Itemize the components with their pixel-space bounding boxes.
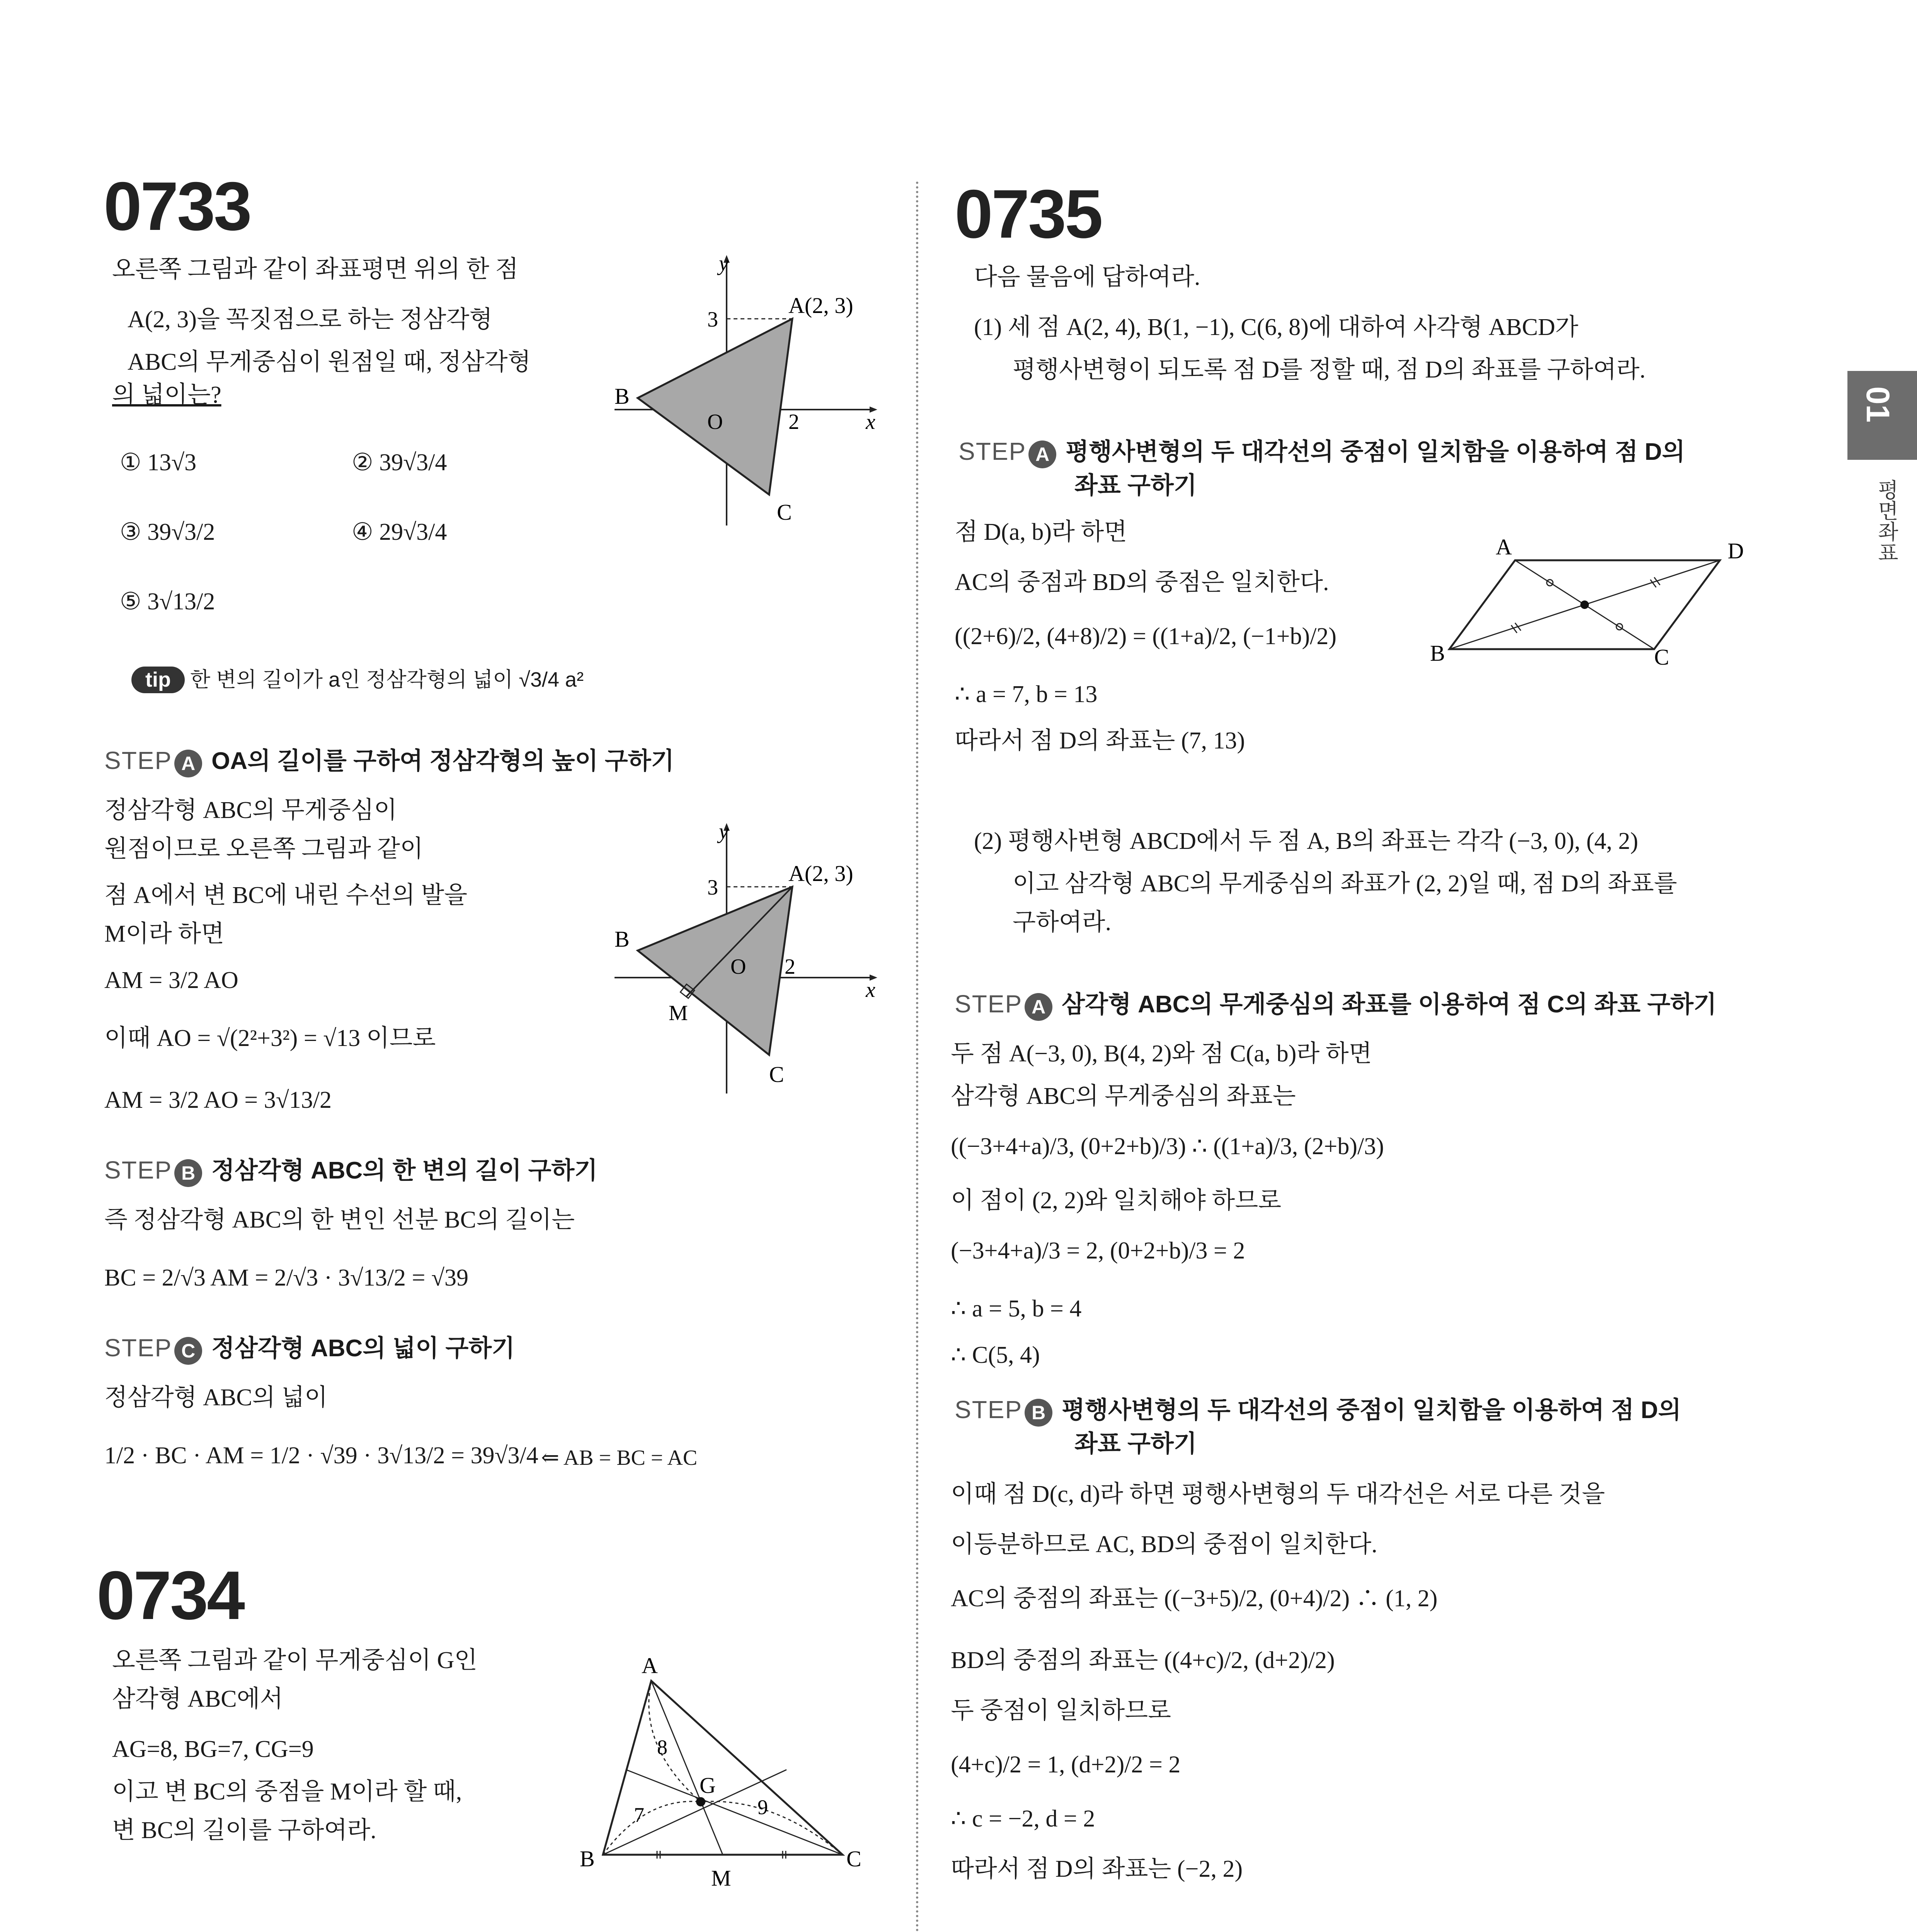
chapter-number: 01 <box>1860 386 1896 423</box>
p735-s2-step-b-title: STEP B 평행사변형의 두 대각선의 중점이 일치함을 이용하여 점 D의 <box>955 1395 1681 1427</box>
p735-s2-step-b-title-2: 좌표 구하기 <box>1074 1430 1197 1457</box>
problem-number-0734: 0734 <box>97 1557 243 1634</box>
fig3-point-a: A <box>642 1653 658 1678</box>
fig3-point-m: M <box>711 1866 731 1891</box>
p733-stepA-line5: AM = 3/2 AO <box>104 967 238 993</box>
p735-s2A-line1: 두 점 A(−3, 0), B(4, 2)와 점 C(a, b)라 하면 <box>951 1041 1372 1067</box>
chapter-title: 평면좌표 <box>1875 479 1898 563</box>
fig2-point-c: C <box>769 1062 784 1087</box>
fig5-point-b: B <box>1430 641 1445 666</box>
chapter-tab <box>1847 371 1917 460</box>
fig1-point-a: A(2, 3) <box>788 293 853 318</box>
p734-question-line4: 이고 변 BC의 중점을 M이라 할 때, <box>112 1779 462 1805</box>
p733-stepC-note: ⇐ AB = BC = AC <box>541 1446 698 1470</box>
p733-stepB-line1: 즉 정삼각형 ABC의 한 변인 선분 BC의 길이는 <box>104 1207 575 1233</box>
p735-s1-step-a-title: STEP A 평행사변형의 두 대각선의 중점이 일치함을 이용하여 점 D의 <box>958 437 1685 468</box>
p735-s2B-line2: 이등분하므로 AC, BD의 중점이 일치한다. <box>951 1531 1377 1558</box>
p735-q2-line3: 구하여라. <box>1013 909 1112 935</box>
fig1-tick-2: 2 <box>788 410 799 434</box>
fig3-point-c: C <box>846 1846 861 1871</box>
p733-choice-5[interactable]: ⑤ 3√13/2 <box>120 588 215 615</box>
p735-q2-line2: 이고 삼각형 ABC의 무게중심의 좌표가 (2, 2)일 때, 점 D의 좌표를 <box>1013 871 1677 897</box>
p735-q1-line1: (1) 세 점 A(2, 4), B(1, −1), C(6, 8)에 대하여 사각형 ABCD가 <box>974 314 1578 340</box>
p733-stepC-line1: 정삼각형 ABC의 넓이 <box>104 1384 328 1411</box>
p735-s2B-line8: 따라서 점 D의 좌표는 (−2, 2) <box>951 1856 1243 1882</box>
p733-question-line1: 오른쪽 그림과 같이 좌표평면 위의 한 점 <box>112 256 519 282</box>
p735-s1A-line3: ((2+6)/2, (4+8)/2) = ((1+a)/2, (−1+b)/2) <box>955 623 1336 650</box>
fig3-len-9: 9 <box>758 1796 768 1819</box>
tip-text: 한 변의 길이가 a인 정삼각형의 넓이 √3/4 a² <box>190 668 584 691</box>
p733-step-b-title: STEP B 정삼각형 ABC의 한 변의 길이 구하기 <box>104 1155 598 1187</box>
p735-s1A-line1: 점 D(a, b)라 하면 <box>955 519 1127 545</box>
p733-question-line4: 의 넓이는? <box>112 382 221 408</box>
p733-choice-4[interactable]: ④ 29√3/4 <box>352 519 447 545</box>
fig2-origin: O <box>730 955 746 979</box>
p735-s2A-line6: ∴ a = 5, b = 4 <box>951 1296 1082 1322</box>
p733-stepA-line6: 이때 AO = √(2²+3²) = √13 이므로 <box>104 1025 436 1051</box>
p733-question-line2: A(2, 3)을 꼭짓점으로 하는 정삼각형 <box>128 306 493 333</box>
fig2-point-m: M <box>669 1001 688 1025</box>
fig2-point-b: B <box>615 927 630 952</box>
p735-s2B-line1: 이때 점 D(c, d)라 하면 평행사변형의 두 대각선은 서로 다른 것을 <box>951 1481 1605 1507</box>
p733-choice-3[interactable]: ③ 39√3/2 <box>120 519 215 545</box>
problem-number-0735: 0735 <box>955 175 1102 252</box>
fig1-origin: O <box>707 410 723 434</box>
p735-s2B-line3: AC의 중점의 좌표는 ((−3+5)/2, (0+4)/2) ∴ (1, 2) <box>951 1585 1438 1612</box>
p733-choice-1[interactable]: ① 13√3 <box>120 449 197 476</box>
p733-stepA-line7: AM = 3/2 AO = 3√13/2 <box>104 1087 332 1113</box>
fig5-point-c: C <box>1654 645 1669 670</box>
p733-tip <box>131 667 584 693</box>
p735-s2B-line5: 두 중점이 일치하므로 <box>951 1697 1171 1724</box>
fig3-len-8: 8 <box>657 1736 667 1759</box>
fig1-point-b: B <box>615 384 630 409</box>
p735-q1-line2: 평행사변형이 되도록 점 D를 정할 때, 점 D의 좌표를 구하여라. <box>1013 357 1646 383</box>
p733-figure-triangle <box>603 247 881 526</box>
problem-number-0733: 0733 <box>104 168 250 245</box>
p735-s2A-line3: ((−3+4+a)/3, (0+2+b)/3) ∴ ((1+a)/3, (2+b)/3) <box>951 1133 1384 1160</box>
fig5-point-a: A <box>1496 534 1512 560</box>
fig1-point-c: C <box>777 500 792 525</box>
fig2-y-label: y <box>719 820 729 844</box>
p733-stepA-line3: 점 A에서 변 BC에 내린 수선의 발을 <box>104 882 468 908</box>
fig2-tick-3: 3 <box>707 876 718 900</box>
p735-s2A-line5: (−3+4+a)/3 = 2, (0+2+b)/3 = 2 <box>951 1238 1245 1264</box>
fig5-point-d: D <box>1728 538 1744 563</box>
p735-s2A-line7: ∴ C(5, 4) <box>951 1342 1040 1368</box>
p735-figure-parallelogram <box>1422 533 1751 680</box>
p733-choice-2[interactable]: ② 39√3/4 <box>352 449 447 476</box>
p734-question-line3: AG=8, BG=7, CG=9 <box>112 1736 314 1762</box>
tip-badge: tip <box>131 667 185 693</box>
fig1-tick-3: 3 <box>707 308 718 332</box>
p733-stepC-line2: 1/2 · BC · AM = 1/2 · √39 · 3√13/2 = 39√3/4 <box>104 1442 538 1469</box>
p733-question-line3: ABC의 무게중심이 원점일 때, 정삼각형 <box>128 349 531 375</box>
p735-s2B-line7: ∴ c = −2, d = 2 <box>951 1806 1095 1832</box>
fig2-tick-2: 2 <box>785 955 795 979</box>
fig3-point-b: B <box>580 1846 595 1871</box>
fig1-y-label: y <box>719 252 729 276</box>
fig3-point-g: G <box>700 1773 716 1798</box>
p735-s2-step-a-title: STEP A 삼각형 ABC의 무게중심의 좌표를 이용하여 점 C의 좌표 구하기 <box>955 989 1717 1021</box>
p735-q2-line1: (2) 평행사변형 ABCD에서 두 점 A, B의 좌표는 각각 (−3, 0), (4, 2) <box>974 828 1638 854</box>
fig3-len-7: 7 <box>634 1803 644 1827</box>
p734-question-line2: 삼각형 ABC에서 <box>112 1686 283 1712</box>
p733-stepA-line2: 원점이므로 오른쪽 그림과 같이 <box>104 836 424 862</box>
p733-figure-triangle-altitude <box>603 815 881 1094</box>
p733-stepA-line4: M이라 하면 <box>104 921 225 947</box>
p733-step-a-title: STEP A OA의 길이를 구하여 정삼각형의 높이 구하기 <box>104 746 674 777</box>
p735-s2B-line6: (4+c)/2 = 1, (d+2)/2 = 2 <box>951 1752 1181 1778</box>
p733-stepB-line2: BC = 2/√3 AM = 2/√3 · 3√13/2 = √39 <box>104 1265 469 1291</box>
p735-s1A-line2: AC의 중점과 BD의 중점은 일치한다. <box>955 569 1329 595</box>
p733-stepA-line1: 정삼각형 ABC의 무게중심이 <box>104 797 397 823</box>
fig2-point-a: A(2, 3) <box>788 861 853 886</box>
column-divider <box>916 182 918 1932</box>
p735-intro: 다음 물음에 답하여라. <box>974 264 1200 290</box>
p735-s2A-line4: 이 점이 (2, 2)와 일치해야 하므로 <box>951 1187 1282 1214</box>
p735-s2A-line2: 삼각형 ABC의 무게중심의 좌표는 <box>951 1083 1296 1109</box>
p734-question-line1: 오른쪽 그림과 같이 무게중심이 G인 <box>112 1647 478 1673</box>
p735-s1A-line4: ∴ a = 7, b = 13 <box>955 681 1098 707</box>
p735-s1A-line5: 따라서 점 D의 좌표는 (7, 13) <box>955 728 1245 754</box>
fig1-x-label: x <box>866 410 875 434</box>
p734-figure-centroid <box>572 1650 881 1897</box>
p733-step-c-title: STEP C 정삼각형 ABC의 넓이 구하기 <box>104 1333 515 1365</box>
p734-question-line5: 변 BC의 길이를 구하여라. <box>112 1817 376 1844</box>
p735-s2B-line4: BD의 중점의 좌표는 ((4+c)/2, (d+2)/2) <box>951 1647 1335 1673</box>
fig2-x-label: x <box>866 978 875 1002</box>
p735-s1-step-a-title-2: 좌표 구하기 <box>1074 472 1197 499</box>
